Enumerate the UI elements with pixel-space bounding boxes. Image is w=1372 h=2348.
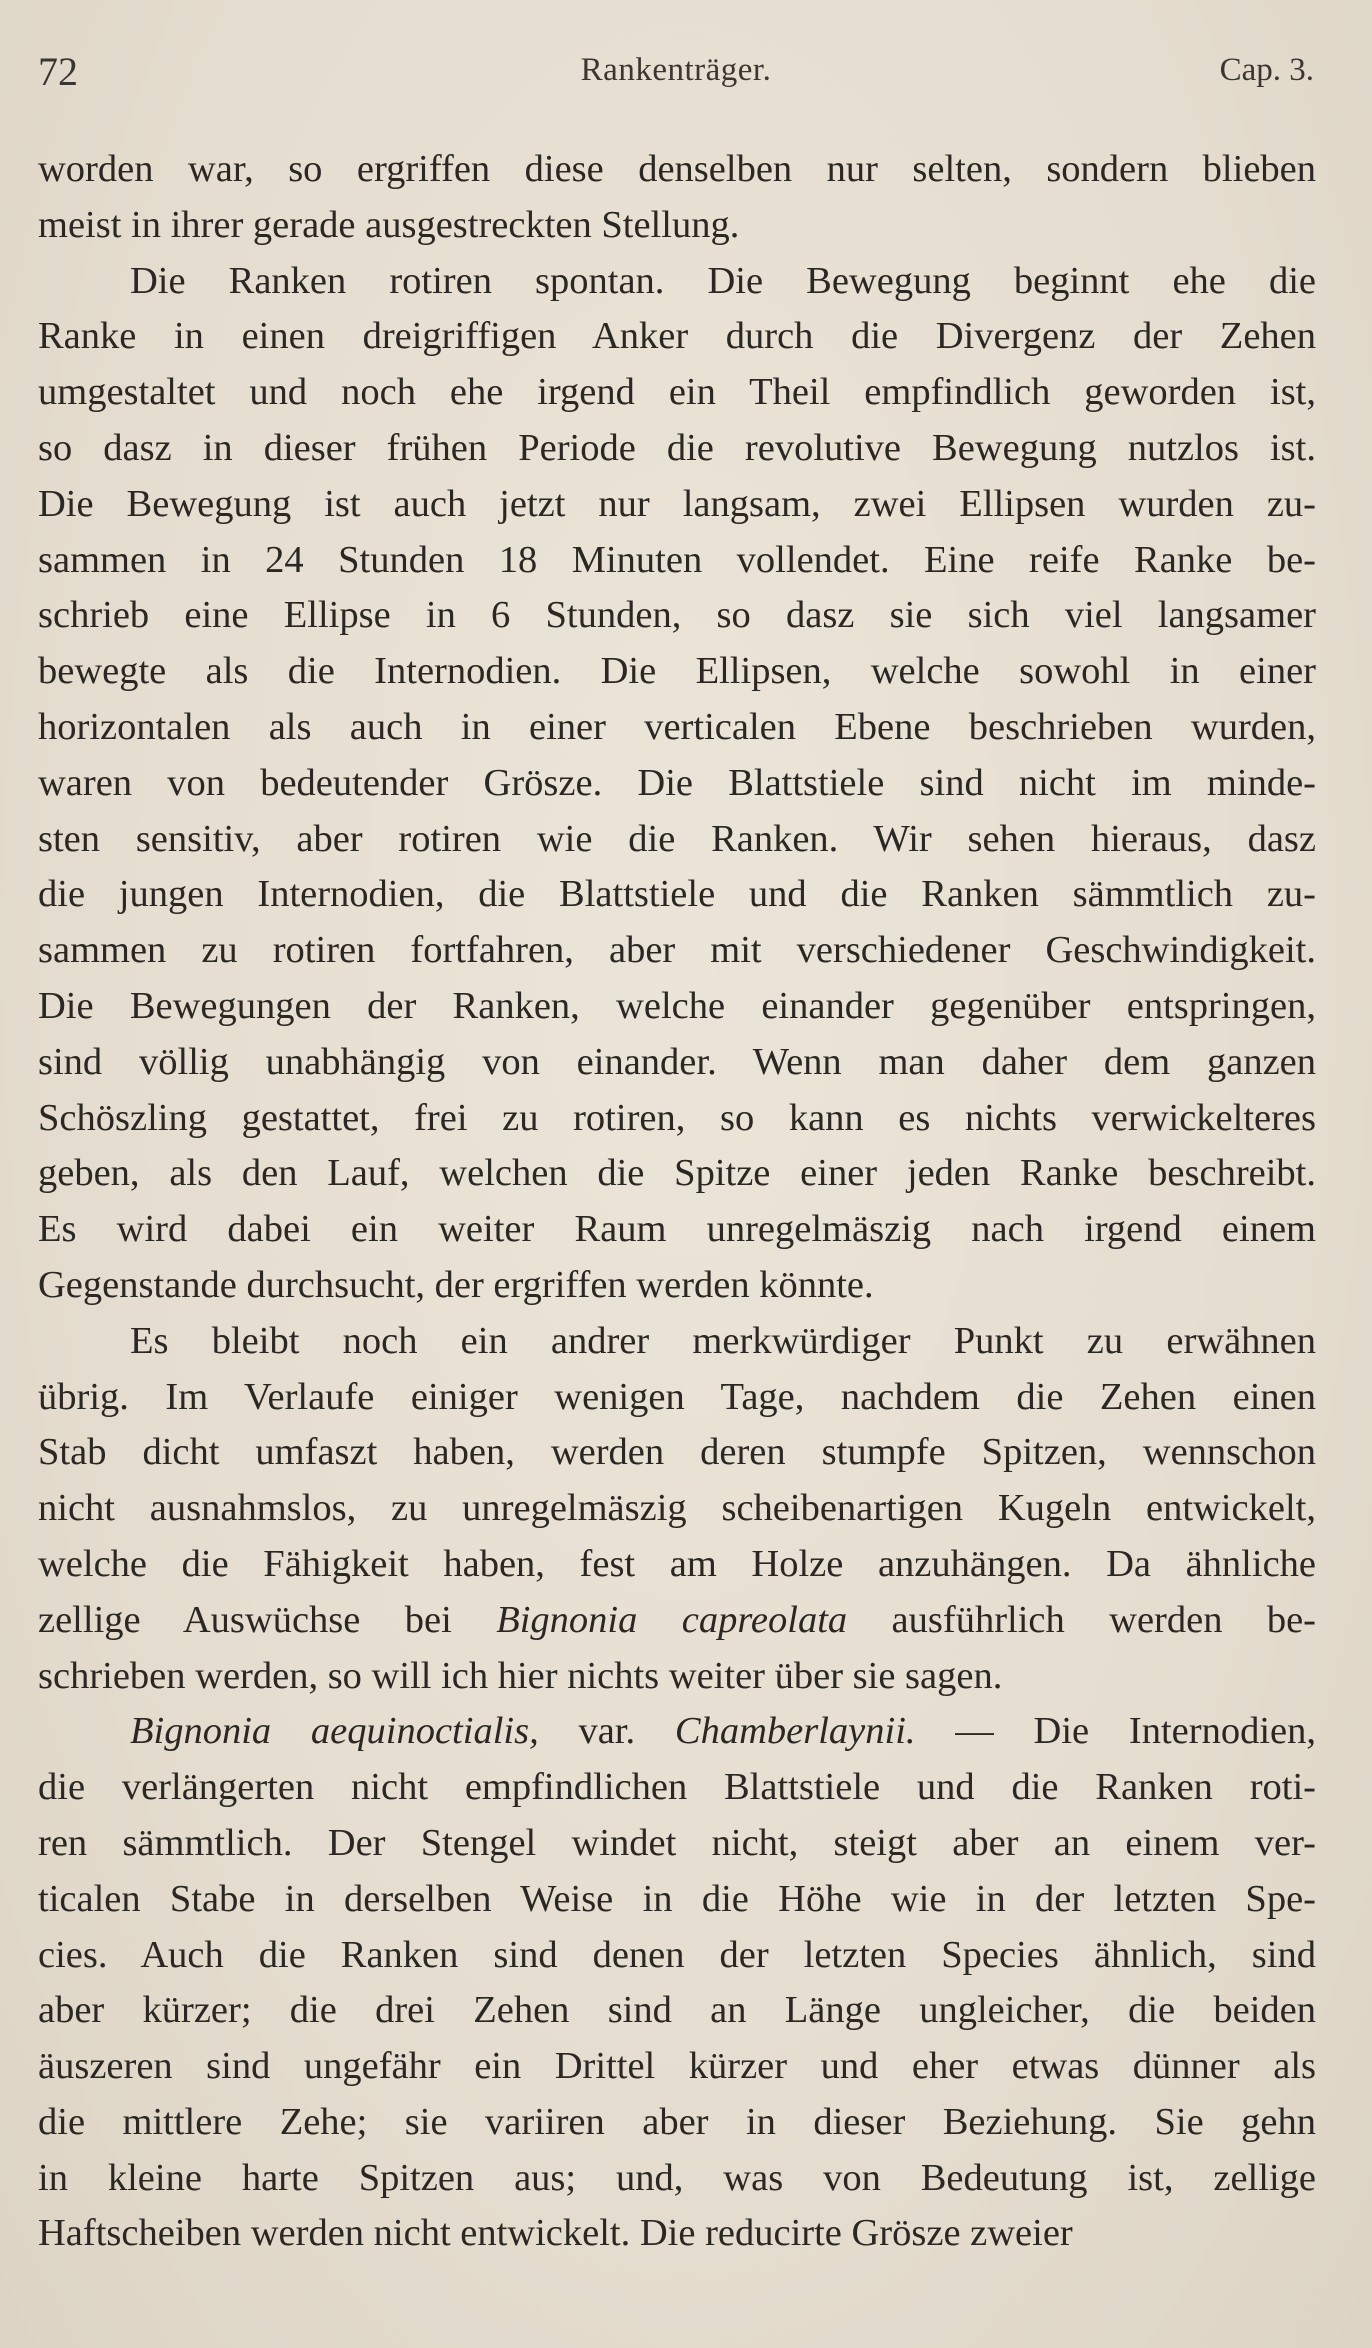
italic-text: Bignonia aequinoctialis,: [130, 1710, 539, 1753]
page-number: 72: [38, 49, 78, 94]
text-line: sammen zu rotiren fortfahren, aber mit verschiedener Geschwindigkeit.: [38, 929, 1316, 972]
text-line: aber kürzer; die drei Zehen sind an Länge ungleicher, die beiden: [38, 1989, 1316, 2032]
text-line: Schöszling gestattet, frei zu rotiren, so kann es nichts verwickelteres: [38, 1096, 1316, 1139]
text-line: ren sämmtlich. Der Stengel windet nicht, steigt aber an einem ver-: [38, 1821, 1316, 1864]
paragraph: [38, 254, 1316, 1314]
text-line: Die Bewegung ist auch jetzt nur langsam, zwei Ellipsen wurden zu-: [38, 482, 1316, 525]
text-line: worden war, so ergriffen diese denselben nur selten, sondern blieben: [38, 148, 1316, 190]
page-header: [38, 48, 1314, 98]
body-text: [38, 142, 1316, 2262]
italic-text: Bignonia capreolata: [496, 1598, 848, 1641]
text-line: Es wird dabei ein weiter Raum unregelmäszig nach irgend einem: [38, 1208, 1316, 1251]
text-line: horizontalen als auch in einer verticalen Ebene beschrieben wurden,: [38, 705, 1316, 748]
text-line: Ranke in einen dreigriffigen Anker durch die Divergenz der Zehen: [38, 315, 1316, 358]
paragraph: [38, 1704, 1316, 2262]
text-line: geben, als den Lauf, welchen die Spitze einer jeden Ranke beschreibt.: [38, 1152, 1316, 1195]
text-line: Haftscheiben werden nicht entwickelt. Die reducirte Grösze zweier: [38, 2212, 1073, 2255]
text-line: die mittlere Zehe; sie variiren aber in dieser Beziehung. Sie gehn: [38, 2100, 1316, 2143]
text-line: meist in ihrer gerade ausgestreckten Stellung.: [38, 203, 740, 246]
text-line: schrieben werden, so will ich hier nichts weiter über sie sagen.: [38, 1654, 1003, 1697]
text-line: sten sensitiv, aber rotiren wie die Ranken. Wir sehen hieraus, dasz: [38, 817, 1316, 860]
text-line: zellige Auswüchse bei Bignonia capreolata ausführlich werden be-: [38, 1598, 1317, 1641]
text-line: Gegenstande durchsucht, der ergriffen werden könnte.: [38, 1263, 874, 1306]
paragraph: [38, 1314, 1316, 1705]
text-line: in kleine harte Spitzen aus; und, was von Bedeutung ist, zellige: [38, 2156, 1316, 2199]
running-title: Rankenträger.: [580, 52, 772, 88]
text-line: Es bleibt noch ein andrer merkwürdiger Punkt zu erwähnen: [130, 1319, 1316, 1362]
chapter-label: Cap. 3.: [1219, 52, 1314, 88]
text-line: bewegte als die Internodien. Die Ellipsen, welche sowohl in einer: [38, 650, 1316, 693]
text-line: ticalen Stabe in derselben Weise in die Höhe wie in der letzten Spe-: [38, 1877, 1316, 1920]
text-line: nicht ausnahmslos, zu unregelmäszig scheibenartigen Kugeln entwickelt,: [38, 1487, 1316, 1530]
text-line: welche die Fähigkeit haben, fest am Holze anzuhängen. Da ähnliche: [38, 1542, 1316, 1585]
text-line: die jungen Internodien, die Blattstiele und die Ranken sämmtlich zu-: [38, 873, 1316, 916]
text-line: sind völlig unabhängig von einander. Wenn man daher dem ganzen: [38, 1040, 1316, 1083]
text-line: schrieb eine Ellipse in 6 Stunden, so dasz sie sich viel langsamer: [38, 594, 1316, 637]
text-line: Die Ranken rotiren spontan. Die Bewegung beginnt ehe die: [130, 259, 1316, 302]
paragraph: [38, 142, 1316, 254]
text-line: Die Bewegungen der Ranken, welche einander gegenüber entspringen,: [38, 984, 1316, 1027]
text-line: Bignonia aequinoctialis, var. Chamberlaynii. — Die Internodien,: [130, 1710, 1316, 1753]
text-line: so dasz in dieser frühen Periode die revolutive Bewegung nutzlos ist.: [38, 426, 1316, 469]
italic-text: Chamberlaynii.: [674, 1710, 916, 1753]
text-line: sammen in 24 Stunden 18 Minuten vollendet. Eine reife Ranke be-: [38, 538, 1316, 581]
text-line: äuszeren sind ungefähr ein Drittel kürzer und eher etwas dünner als: [38, 2045, 1316, 2088]
text-line: cies. Auch die Ranken sind denen der letzten Species ähnlich, sind: [38, 1933, 1316, 1976]
text-line: die verlängerten nicht empfindlichen Blattstiele und die Ranken roti-: [38, 1766, 1316, 1809]
text-line: waren von bedeutender Grösze. Die Blattstiele sind nicht im minde-: [38, 761, 1316, 804]
text-line: übrig. Im Verlaufe einiger wenigen Tage, nachdem die Zehen einen: [38, 1375, 1316, 1418]
text-line: Stab dicht umfaszt haben, werden deren stumpfe Spitzen, wennschon: [38, 1431, 1316, 1474]
text-line: umgestaltet und noch ehe irgend ein Theil empfindlich geworden ist,: [38, 371, 1316, 414]
